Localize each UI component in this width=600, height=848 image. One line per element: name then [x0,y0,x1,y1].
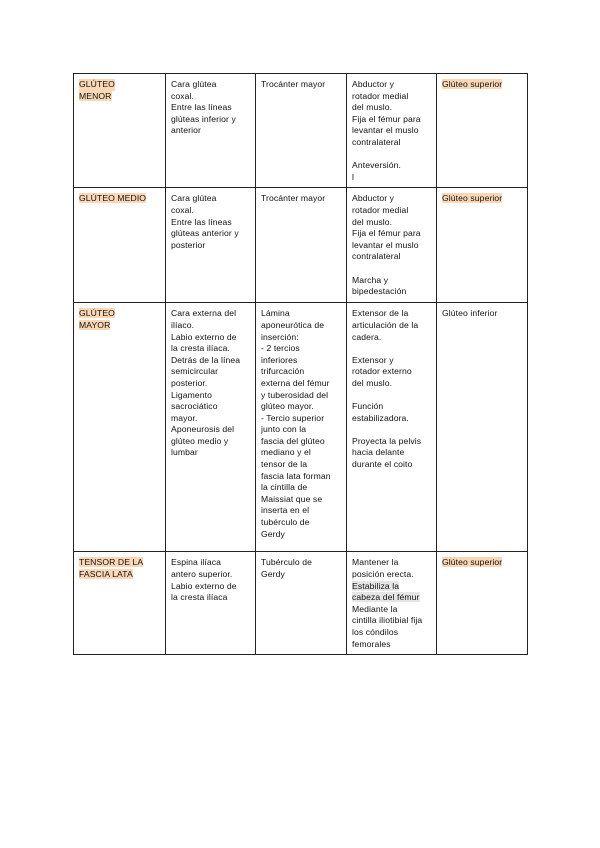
action-line-highlighted: cabeza del fémur [352,592,420,603]
muscle-name-cell [74,74,166,188]
action-line: los cóndilos [352,626,399,637]
origin-line: semicircular [171,366,219,377]
insertion-line: mediano y el [261,447,311,458]
insertion-line: fascia lata forman [261,470,331,481]
action-line: Mantener la [352,557,399,568]
action-blank-line [352,263,431,275]
muscle-name-line: GLÚTEO [79,79,115,89]
action-line: Proyecta la pelvis [352,435,422,446]
origin-line: coxal. [171,90,195,101]
action-line: Extensor y [352,354,394,365]
origin-line: ilíaco. [171,319,195,330]
origin-line: Entre las líneas [171,102,232,113]
origin-line: coxal. [171,204,195,215]
nerve-label: Glúteo inferior [442,308,498,319]
action-line: contralateral [352,251,401,262]
muscle-name-line: FASCIA LATA [79,568,133,579]
origin-line: Detrás de la línea [171,354,241,365]
action-line: hacia delante [352,447,405,458]
action-line: rotador externo [352,366,412,377]
insertion-line: Trocánter mayor [261,193,326,204]
action-cell [347,188,437,303]
insertion-cell [256,188,347,303]
action-line: l [352,171,355,182]
action-line: articulación de la [352,319,419,330]
table-row [74,552,528,655]
nerve-cell [437,188,528,303]
insertion-line: la cintilla de [261,482,308,493]
action-line: durante el coito [352,459,413,470]
insertion-line: Gerdy [261,568,285,579]
action-line: femorales [352,638,391,649]
origin-line: posterior. [171,377,208,388]
insertion-line: glúteo mayor. [261,401,314,412]
origin-line: glúteo medio y [171,435,229,446]
muscle-name-line: MAYOR [79,319,111,330]
insertion-line: externa del fémur [261,377,330,388]
origin-line: la cresta ilíaca. [171,343,231,354]
insertion-line: inserción: [261,331,299,342]
insertion-cell [256,552,347,655]
insertion-line: - Tercio superior [261,412,325,423]
action-blank-line [352,390,431,402]
action-line: rotador medial [352,204,409,215]
nerve-cell [437,74,528,188]
action-line: bipedestación [352,286,407,297]
origin-line: posterior [171,239,206,250]
insertion-cell [256,303,347,552]
action-blank-line [352,424,431,436]
nerve-cell [437,303,528,552]
origin-line: Aponeurosis del [171,424,235,435]
action-line-highlighted: Estabiliza la [352,580,400,591]
insertion-line: tensor de la [261,459,308,470]
nerve-label: Glúteo superior [442,557,503,568]
action-line: estabilizadora. [352,412,409,423]
action-line: Abductor y [352,79,395,89]
action-line: cadera. [352,331,382,342]
table-row [74,74,528,188]
insertion-line: tubérculo de [261,517,310,528]
action-line: Extensor de la [352,308,409,319]
insertion-line: Lámina [261,308,290,319]
insertion-line: Tubérculo de [261,557,313,568]
insertion-cell [256,74,347,188]
nerve-cell [437,552,528,655]
origin-line: Cara glútea [171,193,217,204]
action-line: levantar el muslo [352,239,419,250]
origin-line: antero superior. [171,568,233,579]
origin-line: Ligamento [171,389,213,400]
action-cell [347,552,437,655]
origin-line: lumbar [171,447,198,458]
origin-cell [166,552,256,655]
insertion-line: aponeurótica de [261,319,325,330]
origin-line: glúteas inferior y [171,113,236,124]
insertion-line: Trocánter mayor [261,79,326,89]
origin-line: Espina ilíaca [171,557,222,568]
origin-cell [166,303,256,552]
insertion-line: junto con la [261,424,307,435]
origin-line: la cresta ilíaca [171,592,228,603]
muscle-name-cell [74,303,166,552]
action-line: Función [352,401,384,412]
origin-line: anterior [171,125,201,136]
action-line: Abductor y [352,193,395,204]
action-blank-line [352,149,431,161]
muscle-table [73,73,528,655]
insertion-line: inferiores [261,354,298,365]
muscle-name-line: TENSOR DE LA [79,557,144,568]
insertion-line: - 2 tercios [261,343,300,354]
action-cell [347,303,437,552]
origin-line: mayor. [171,412,198,423]
action-blank-line [352,343,431,355]
insertion-line: fascia del glúteo [261,435,325,446]
origin-line: Labio externo de [171,580,237,591]
insertion-line: y tuberosidad del [261,389,329,400]
action-line: contralateral [352,136,401,147]
origin-cell [166,188,256,303]
action-line: Anteversión. [352,160,401,171]
action-line: levantar el muslo [352,125,419,136]
table-row [74,188,528,303]
action-line: Fija el fémur para [352,113,421,124]
insertion-line: Gerdy [261,528,285,539]
nerve-label: Glúteo superior [442,193,503,204]
origin-line: sacrociático [171,401,218,412]
table-row [74,303,528,552]
muscle-name-cell [74,188,166,303]
action-line: posición erecta. [352,568,414,579]
action-cell [347,74,437,188]
muscle-name-line: GLÚTEO MEDIO [79,193,147,204]
muscle-name-line: MENOR [79,90,112,101]
origin-line: glúteas anterior y [171,228,239,239]
action-line: rotador medial [352,90,409,101]
action-line: del muslo. [352,216,393,227]
origin-line: Entre las líneas [171,216,232,227]
action-line: del muslo. [352,102,393,113]
action-line: Marcha y [352,274,389,285]
insertion-line: Maissiat que se [261,493,323,504]
origin-line: Cara externa del [171,308,237,319]
muscle-name-line: GLÚTEO [79,308,115,319]
insertion-line: trifurcación [261,366,305,377]
origin-line: Cara glútea [171,79,217,89]
action-line: Fija el fémur para [352,228,421,239]
origin-cell [166,74,256,188]
nerve-label: Glúteo superior [442,79,503,89]
action-line: Mediante la [352,603,398,614]
action-line: del muslo. [352,377,393,388]
muscle-name-cell [74,552,166,655]
origin-line: Labio externo de [171,331,237,342]
action-line: cintilla iliotibial fija [352,615,423,626]
insertion-line: inserta en el [261,505,310,516]
